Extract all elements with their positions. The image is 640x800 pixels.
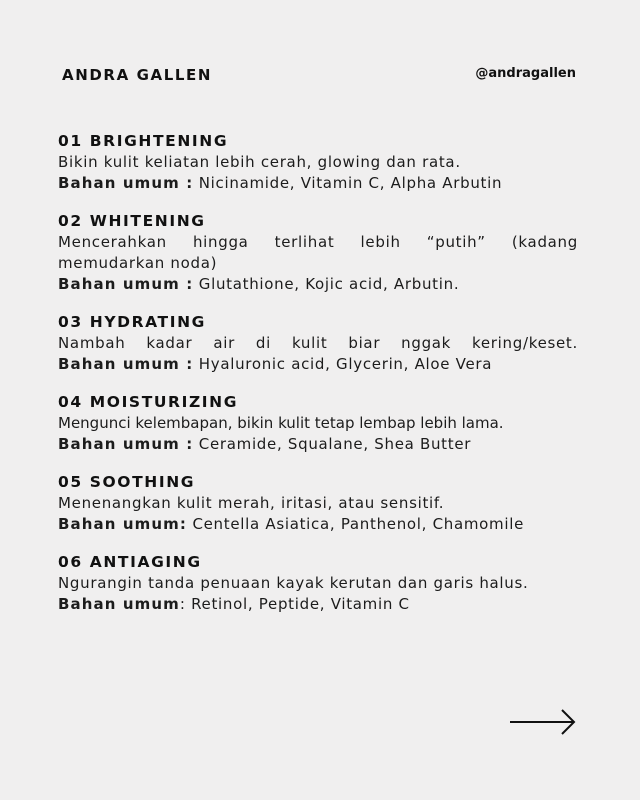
arrow-right-icon[interactable] xyxy=(508,707,578,737)
section-antiaging xyxy=(58,552,578,615)
ingredients-list: : Retinol, Peptide, Vitamin C xyxy=(179,595,410,613)
section-whitening xyxy=(58,211,578,295)
ingredients-label: Bahan umum xyxy=(58,595,180,613)
section-ingredients xyxy=(58,173,578,194)
section-hydrating xyxy=(58,312,578,375)
section-description: Nambah kadar air di kulit biar nggak kering/keset. xyxy=(58,334,578,352)
section-description: Menenangkan kulit merah, iritasi, atau sensitif. xyxy=(58,494,445,512)
section-brightening xyxy=(58,131,578,194)
section-description: Mengunci kelembapan, bikin kulit tetap lembap lebih lama. xyxy=(58,414,504,432)
section-ingredients xyxy=(58,514,578,535)
ingredients-label: Bahan umum : xyxy=(58,275,194,293)
ingredients-list: Centella Asiatica, Panthenol, Chamomile xyxy=(186,515,525,533)
section-description: Mencerahkan hingga terlihat lebih “putih” (kadang memudarkan noda) xyxy=(58,233,578,272)
ingredients-label: Bahan umum : xyxy=(58,355,194,373)
ingredients-list: Nicinamide, Vitamin C, Alpha Arbutin xyxy=(193,174,503,192)
ingredients-list: Hyaluronic acid, Glycerin, Aloe Vera xyxy=(193,355,493,373)
section-ingredients xyxy=(58,594,578,615)
section-title: 06 ANTIAGING xyxy=(58,553,202,571)
section-title: 03 HYDRATING xyxy=(58,313,206,331)
ingredients-label: Bahan umum : xyxy=(58,174,194,192)
section-title: 05 SOOTHING xyxy=(58,473,196,491)
section-ingredients xyxy=(58,354,578,375)
ingredients-label: Bahan umum : xyxy=(58,435,194,453)
ingredients-label: Bahan umum: xyxy=(58,515,187,533)
brand-name: ANDRA GALLEN xyxy=(62,66,213,84)
section-ingredients xyxy=(58,274,578,295)
section-description: Bikin kulit keliatan lebih cerah, glowing dan rata. xyxy=(58,153,461,171)
section-title: 01 BRIGHTENING xyxy=(58,132,229,150)
section-moisturizing xyxy=(58,392,578,455)
skincare-categories-list xyxy=(58,131,578,632)
section-soothing xyxy=(58,472,578,535)
section-description: Ngurangin tanda penuaan kayak kerutan dan garis halus. xyxy=(58,574,529,592)
section-title: 02 WHITENING xyxy=(58,212,206,230)
ingredients-list: Glutathione, Kojic acid, Arbutin. xyxy=(193,275,460,293)
section-ingredients xyxy=(58,434,578,455)
social-handle: @andragallen xyxy=(475,66,576,81)
ingredients-list: Ceramide, Squalane, Shea Butter xyxy=(193,435,472,453)
section-title: 04 MOISTURIZING xyxy=(58,393,239,411)
